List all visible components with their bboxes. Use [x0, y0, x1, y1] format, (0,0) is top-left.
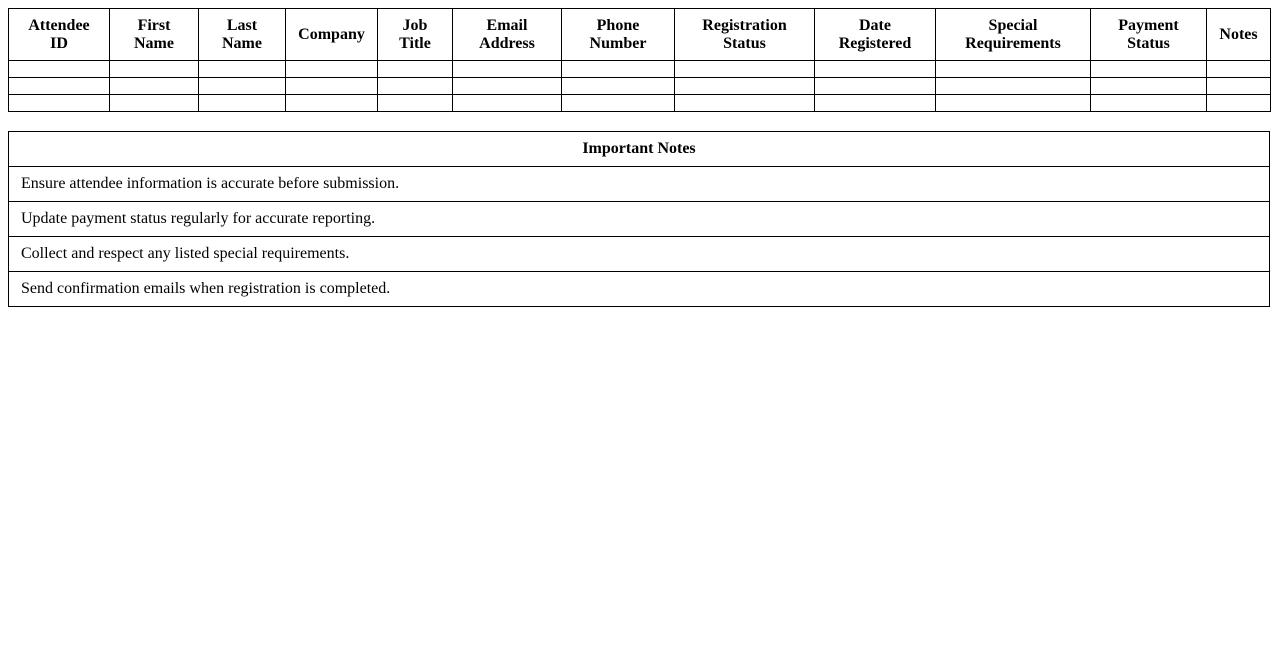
important-notes-table — [8, 131, 1270, 307]
table-cell[interactable] — [286, 95, 378, 112]
notes-header-row — [9, 132, 1270, 167]
table-cell[interactable] — [1207, 61, 1271, 78]
table-cell[interactable] — [110, 61, 199, 78]
table-cell[interactable] — [1207, 78, 1271, 95]
header-line1: Date — [859, 16, 891, 34]
table-row — [9, 78, 1271, 95]
table-cell[interactable] — [9, 78, 110, 95]
header-line2: Title — [399, 34, 431, 52]
table-cell[interactable] — [562, 95, 675, 112]
table-cell[interactable] — [110, 78, 199, 95]
column-header-payment-status — [1091, 9, 1207, 61]
column-header-first-name — [110, 9, 199, 61]
note-item: Send confirmation emails when registration is completed. — [9, 272, 1270, 307]
header-line1: Attendee — [28, 16, 90, 34]
table-cell[interactable] — [1207, 95, 1271, 112]
table-cell[interactable] — [1091, 78, 1207, 95]
table-cell[interactable] — [1091, 95, 1207, 112]
column-header-special-requirements — [936, 9, 1091, 61]
header-line1: Last — [226, 16, 258, 34]
attendee-table — [8, 8, 1271, 112]
table-row — [9, 95, 1271, 112]
note-row — [9, 167, 1270, 202]
table-cell[interactable] — [675, 78, 815, 95]
table-cell[interactable] — [453, 61, 562, 78]
header-line1: Notes — [1219, 25, 1258, 43]
header-line1: Company — [298, 25, 365, 43]
table-cell[interactable] — [286, 78, 378, 95]
column-header-job-title — [378, 9, 453, 61]
table-cell[interactable] — [815, 78, 936, 95]
table-cell[interactable] — [936, 61, 1091, 78]
header-line1: Email — [486, 16, 528, 34]
table-cell[interactable] — [815, 61, 936, 78]
column-header-phone-number — [562, 9, 675, 61]
table-cell[interactable] — [110, 95, 199, 112]
column-header-company — [286, 9, 378, 61]
table-row — [9, 61, 1271, 78]
header-line2: Status — [723, 34, 766, 52]
header-line1: First — [137, 16, 171, 34]
header-line2: Requirements — [965, 34, 1061, 52]
table-cell[interactable] — [9, 61, 110, 78]
header-line2: Status — [1127, 34, 1170, 52]
header-line2: Address — [479, 34, 535, 52]
table-cell[interactable] — [199, 78, 286, 95]
table-cell[interactable] — [562, 61, 675, 78]
notes-title: Important Notes — [9, 132, 1270, 167]
table-cell[interactable] — [453, 95, 562, 112]
note-row — [9, 202, 1270, 237]
table-cell[interactable] — [675, 95, 815, 112]
column-header-date-registered — [815, 9, 936, 61]
note-row — [9, 272, 1270, 307]
table-cell[interactable] — [378, 61, 453, 78]
table-cell[interactable] — [378, 95, 453, 112]
table-cell[interactable] — [286, 61, 378, 78]
table-cell[interactable] — [675, 61, 815, 78]
table-cell[interactable] — [453, 78, 562, 95]
column-header-last-name — [199, 9, 286, 61]
header-line1: Job — [402, 16, 428, 34]
header-line2: Number — [589, 34, 647, 52]
note-item: Update payment status regularly for accurate reporting. — [9, 202, 1270, 237]
note-row — [9, 237, 1270, 272]
header-line1: Special — [988, 16, 1038, 34]
table-cell[interactable] — [199, 61, 286, 78]
table-cell[interactable] — [199, 95, 286, 112]
table-cell[interactable] — [1091, 61, 1207, 78]
header-line1: Payment — [1118, 16, 1179, 34]
header-line2: Name — [134, 34, 174, 52]
table-cell[interactable] — [815, 95, 936, 112]
table-cell[interactable] — [562, 78, 675, 95]
table-cell[interactable] — [936, 95, 1091, 112]
header-row — [9, 9, 1271, 61]
table-cell[interactable] — [9, 95, 110, 112]
note-item: Ensure attendee information is accurate before submission. — [9, 167, 1270, 202]
column-header-attendee-id — [9, 9, 110, 61]
header-line1: Phone — [596, 16, 640, 34]
column-header-notes — [1207, 9, 1271, 61]
header-line2: Name — [222, 34, 262, 52]
column-header-registration-status — [675, 9, 815, 61]
table-cell[interactable] — [936, 78, 1091, 95]
header-line2: ID — [50, 34, 68, 52]
header-line2: Registered — [838, 34, 912, 52]
header-line1: Registration — [702, 16, 787, 34]
column-header-email-address — [453, 9, 562, 61]
note-item: Collect and respect any listed special requirements. — [9, 237, 1270, 272]
table-cell[interactable] — [378, 78, 453, 95]
